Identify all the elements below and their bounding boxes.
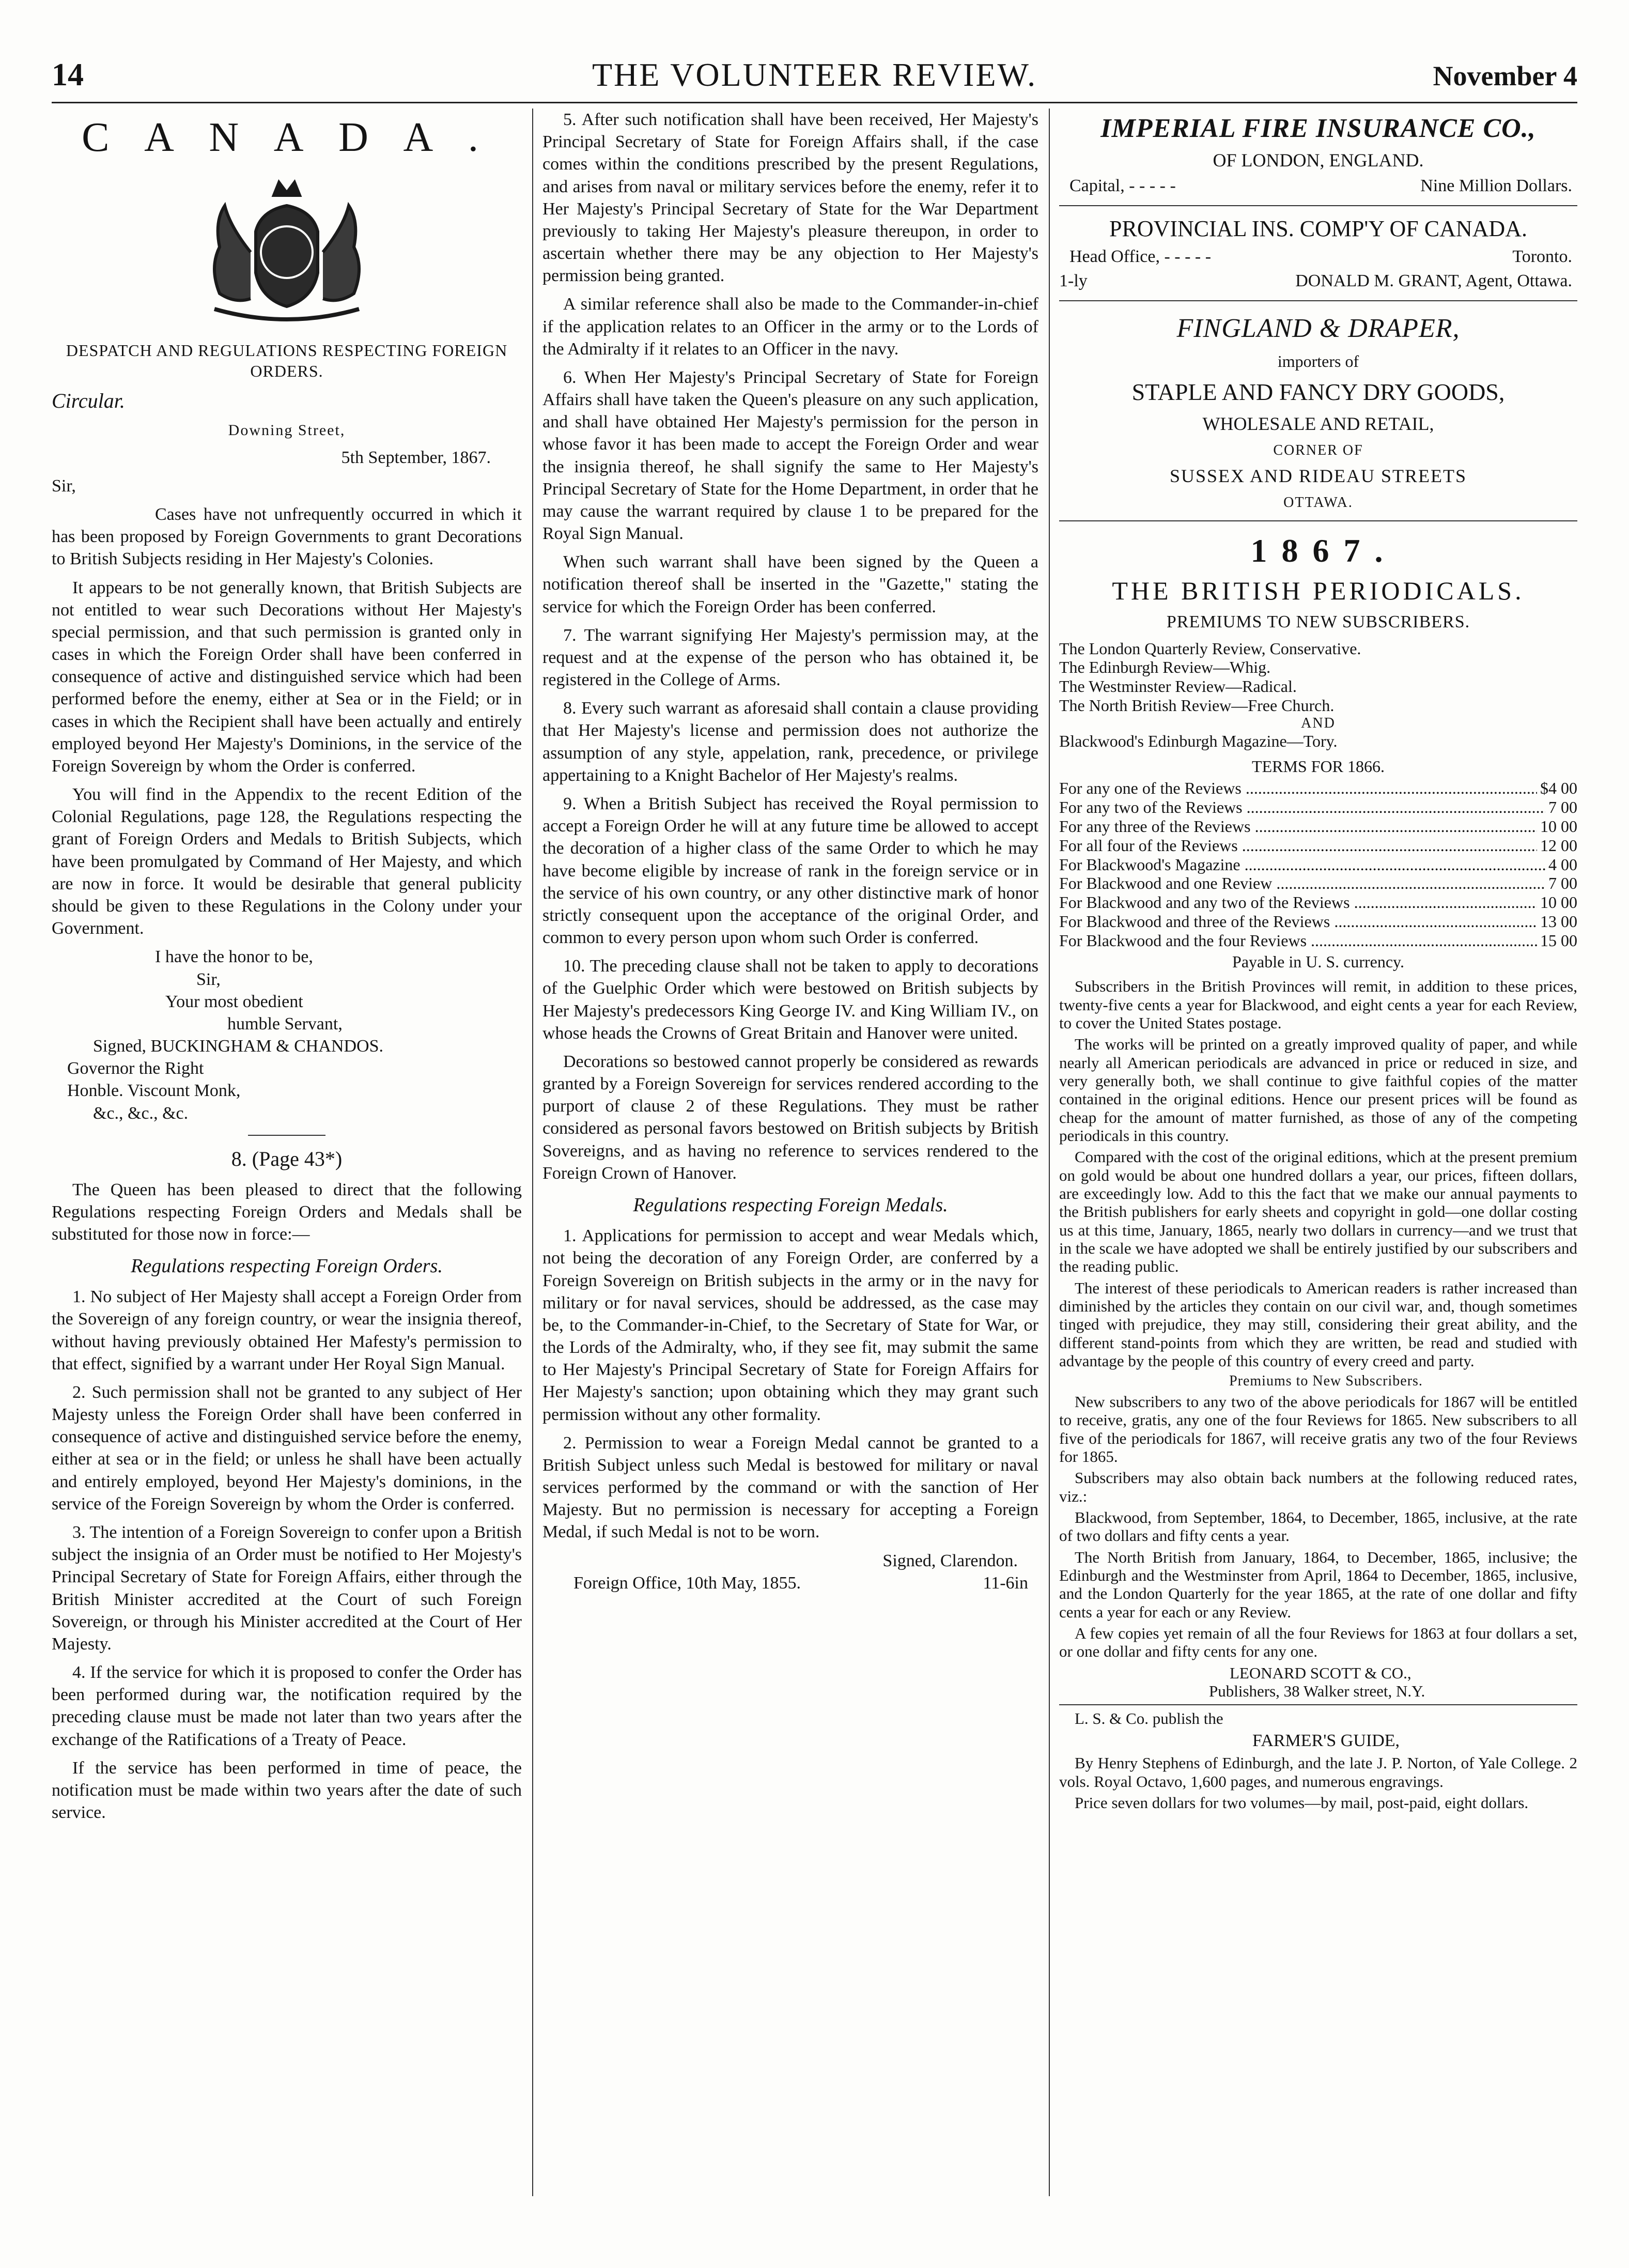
letter-signature: Signed, BUCKINGHAM & CHANDOS.	[93, 1037, 383, 1056]
review-item: The North British Review—Free Church.	[1059, 696, 1335, 715]
closing-4: humble Servant,	[227, 1014, 343, 1033]
farmers-guide-text: By Henry Stephens of Edinburgh, and the late J. P. Norton, of Yale College. 2 vols. Royal Octavo, 1,600 pages, and numerous engravings.	[1059, 1754, 1577, 1791]
separator-rule	[248, 1135, 325, 1136]
terms-price: 4 00	[1548, 855, 1577, 874]
terms-label: For all four of the Reviews .....	[1059, 836, 1537, 855]
circular-label: Circular.	[52, 389, 125, 412]
section-heading: 8. (Page 43*)	[231, 1147, 343, 1170]
column-3	[1059, 109, 1577, 2186]
terms-label: For Blackwood and any two of the Reviews .....	[1059, 893, 1537, 912]
recipient-2: Honble. Viscount Monk,	[67, 1081, 241, 1101]
terms-heading: TERMS FOR 1866.	[1252, 757, 1385, 776]
masthead-title: THE VOLUNTEER REVIEW.	[592, 56, 1037, 93]
blackwood-item: Blackwood's Edinburgh Magazine—Tory.	[1059, 732, 1338, 751]
terms-label: For Blackwood and one Review .....	[1059, 874, 1545, 893]
regulation-6-cont: When such warrant shall have been signed by the Queen a notification thereof shall be inserted in the "Gazette," stating the service for which the Foreign Order has been conferred.	[542, 552, 1038, 616]
terms-row	[1059, 855, 1577, 874]
letter-date: 5th September, 1867.	[341, 448, 491, 467]
terms-label: For any one of the Reviews .....	[1059, 779, 1537, 798]
periodicals-paragraph: A few copies yet remain of all the four Reviews for 1863 at four dollars a set, or one dollar and fifty cents for any one.	[1059, 1624, 1577, 1661]
regulation-6: 6. When Her Majesty's Principal Secretary of State for Foreign Affairs shall have taken the Queen's pleasure on any such application, and shall have obtained Her Majesty's permission for the person in whose favor it has been made to accept the Foreign Order and wear the insignia thereof, he shall signify the same to Her Majesty's Principal Secretary of State for the Home Department, in order that he may cause the warrant required by clause 1 to be prepared for the Royal Sign Manual.	[542, 367, 1038, 544]
regulation-8: 8. Every such warrant as aforesaid shall contain a clause providing that Her Majesty's license and permission does not authorize the assumption of any style, appelation, rank, precedence, or privilege appertaining to a Knight Bachelor of Her Majesty's realms.	[542, 699, 1038, 785]
article-title: DESPATCH AND REGULATIONS RESPECTING FOREIGN ORDERS.	[66, 341, 508, 381]
terms-price: 10 00	[1540, 893, 1577, 912]
terms-row	[1059, 874, 1577, 893]
terms-price: 7 00	[1548, 798, 1577, 817]
page-header	[52, 47, 1577, 103]
foreign-office-date: Foreign Office, 10th May, 1855.	[573, 1573, 801, 1593]
provincial-agent	[1059, 270, 1577, 292]
payable-note: Payable in U. S. currency.	[1232, 952, 1404, 971]
terms-list	[1059, 779, 1577, 950]
year-heading: 1 8 6 7 .	[1250, 532, 1386, 569]
periodicals-paragraph: Compared with the cost of the original editions, which at the present premium on gold would be about one hundred dollars a year, our prices, fifteen dollars, are exceedingly low. Add to this the fact that we make our annual payments to the British publishers for early sheets and copyright in gold—one dollar costing us at this time, January, 1865, nearly two dollars in currency—and we trust that in the scale we have adopted we shall be entirely justified by our subscribers and the reading public.	[1059, 1148, 1577, 1276]
agent-code: 1-ly	[1059, 271, 1088, 290]
publisher-name: LEONARD SCOTT & CO.,	[1230, 1663, 1411, 1682]
rule-2	[1059, 300, 1577, 301]
review-item: The Edinburgh Review—Whig.	[1059, 658, 1271, 677]
fingland-wholesale: WHOLESALE AND RETAIL,	[1202, 413, 1434, 435]
premiums-heading: PREMIUMS TO NEW SUBSCRIBERS.	[1166, 612, 1470, 631]
terms-label: For Blackwood and three of the Reviews .....	[1059, 912, 1537, 931]
terms-row	[1059, 912, 1577, 931]
regulations-intro: The Queen has been pleased to direct that the following Regulations respecting Foreign Orders and Medals shall be substituted for those now in force:—	[52, 1180, 522, 1244]
column-divider-1	[532, 109, 533, 2196]
regulation-10-cont: Decorations so bestowed cannot properly be considered as rewards granted by a Foreign Sovereign for services rendered according to the purport of clause 2 of these Regulations. They must be rather considered as personal favors bestowed on British subjects by British Sovereigns, and as having no reference to services rendered to the Foreign Crown of Hanover.	[542, 1052, 1038, 1183]
terms-price: 13 00	[1540, 912, 1577, 931]
rule-3	[1059, 520, 1577, 521]
foreign-office-line	[542, 1572, 1038, 1594]
terms-label: For any three of the Reviews .....	[1059, 817, 1537, 836]
terms-price: 12 00	[1540, 836, 1577, 855]
medal-regulation-2: 2. Permission to wear a Foreign Medal cannot be granted to a British Subject unless such Medal is bestowed for military or naval services performed by the command or with the sanction of Her Majesty. But no permission is necessary for accepting a Foreign Medal, if such Medal is not to be worn.	[542, 1433, 1038, 1542]
column-2	[542, 109, 1038, 2186]
publisher-address: Publishers, 38 Walker street, N.Y.	[1209, 1681, 1425, 1700]
premiums-subheading: Premiums to New Subscribers.	[1229, 1373, 1423, 1390]
terms-price: $4 00	[1540, 779, 1577, 798]
farmers-guide-price: Price seven dollars for two volumes—by mail, post-paid, eight dollars.	[1075, 1794, 1529, 1812]
canada-heading: C A N A D A .	[82, 115, 492, 160]
issue-date: November 4	[1433, 60, 1577, 91]
regulation-1: 1. No subject of Her Majesty shall accept a Foreign Order from the Sovereign of any foreign country, or wear the insignia thereof, without having previously obtained Her Mafesty's permission to that effect, signified by a warrant under Her Royal Sign Manual.	[52, 1287, 522, 1374]
terms-price: 15 00	[1540, 931, 1577, 950]
letter-paragraph-1: Cases have not unfrequently occurred in which it has been proposed by Foreign Governments to grant Decorations to British Subjects residing in Her Majesty's Colonies.	[52, 505, 522, 569]
terms-row	[1059, 817, 1577, 836]
fingland-corner: CORNER OF	[1273, 442, 1363, 458]
regulation-2: 2. Such permission shall not be granted to any subject of Her Majesty unless the Foreign Order shall have been conferred in consequence of active and distinguished service before the enemy, either at sea or in the field; or unless he shall have been actually and entirely employed, beyond Her Majesty's dominions, in the service of the Foreign Sovereign by whom the Order is conferred.	[52, 1382, 522, 1514]
imperial-capital	[1059, 175, 1577, 197]
periodicals-paragraph: The works will be printed on a greatly improved quality of paper, and while nearly all American periodicals are advanced in price or reduced in size, and very generally both, we shall continue to give faithful copies of the matter contained in the original editions. Hence our present prices will be found as cheap for the amount of matter furnished, as those of any of the competing periodicals in this country.	[1059, 1035, 1577, 1145]
review-item: The London Quarterly Review, Conservative.	[1059, 639, 1361, 658]
page-number: 14	[52, 57, 84, 92]
head-office-city: Toronto.	[1512, 246, 1572, 266]
periodicals-paragraph: Subscribers may also obtain back numbers at the following reduced rates, viz.:	[1059, 1469, 1577, 1505]
regulation-3: 3. The intention of a Foreign Sovereign to confer upon a British subject the insignia of an Order must be notified to Her Mojesty's Principal Secretary of State for Foreign Affairs, either through the British Minister accredited at the Court of such Foreign Sovereign, or through his Minister accredited at the Court of Her Majesty.	[52, 1523, 522, 1654]
address-line: Downing Street,	[228, 421, 346, 439]
terms-row	[1059, 836, 1577, 855]
insertion-code: 11-6in	[983, 1573, 1028, 1593]
fingland-draper-title: FINGLAND & DRAPER,	[1176, 314, 1460, 344]
periodicals-paragraph: The interest of these periodicals to American readers is rather increased than diminished by the articles they contain on our civil war, and, though sometimes tinged with prejudice, they may still, considering their great ability, and the different stand-points from which they are written, be read and studied with advantage by the people of this country of every creed and party.	[1059, 1278, 1577, 1370]
periodicals-paragraph: Subscribers in the British Provinces will remit, in addition to these prices, twenty-five cents a year for Blackwood, and eight cents a year for each Review, to cover the United States postage.	[1059, 977, 1577, 1032]
terms-label: For any two of the Reviews .....	[1059, 798, 1545, 817]
rule-4	[1059, 1704, 1577, 1705]
agent-name: DONALD M. GRANT, Agent, Ottawa.	[1295, 271, 1572, 290]
and-label: AND	[1301, 715, 1336, 731]
rule-1	[1059, 205, 1577, 206]
imperial-insurance-title: IMPERIAL FIRE INSURANCE CO.,	[1100, 114, 1536, 143]
royal-coat-of-arms-icon	[178, 175, 395, 330]
recipient-3: &c., &c., &c.	[93, 1103, 189, 1123]
subheading-foreign-medals: Regulations respecting Foreign Medals.	[633, 1194, 948, 1216]
fingland-streets: SUSSEX AND RIDEAU STREETS	[1169, 466, 1467, 487]
medal-signature: Signed, Clarendon.	[882, 1551, 1018, 1570]
letter-paragraph-2: It appears to be not generally known, that British Subjects are not entitled to wear such Decorations without Her Majesty's special permission, and that such permission is granted only in cases in which the Foreign Order shall have been conferred in consequence of active and distinguished service which had been performed before the enemy, either at Sea or in the Field; or in cases in which the Recipient shall have been actually and entirely employed beyond Her Majesty's Dominions, in the service of the Foreign Sovereign by whom the Order is conferred.	[52, 578, 522, 776]
periodicals-text	[1059, 977, 1577, 1700]
farmers-guide-title: FARMER'S GUIDE,	[1252, 1731, 1400, 1750]
periodicals-paragraph: Blackwood, from September, 1864, to December, 1865, inclusive, at the rate of two dollars and fifty cents a year.	[1059, 1508, 1577, 1545]
terms-label: For Blackwood and the four Reviews .....	[1059, 931, 1537, 950]
regulation-9: 9. When a British Subject has received the Royal permission to accept a Foreign Order he will at any future time be allowed to accept the decoration of a higher class of the same Order to which he may have become eligible by increase of rank in the foreign service or in the service of his own country, or any other distinctive mark of honor strictly consequent upon the acceptance of the original Order, and common to every person upon whom such Order is conferred.	[542, 794, 1038, 948]
imperial-location: OF LONDON, ENGLAND.	[1213, 150, 1424, 171]
subheading-foreign-orders: Regulations respecting Foreign Orders.	[131, 1255, 443, 1277]
recipient-1: Governor the Right	[67, 1059, 204, 1078]
terms-row	[1059, 893, 1577, 912]
closing-2: Sir,	[196, 969, 221, 989]
capital-value: Nine Million Dollars.	[1420, 176, 1572, 195]
salutation: Sir,	[52, 476, 76, 496]
medal-regulation-1: 1. Applications for permission to accept and wear Medals which, not being the decoration of any Foreign Order, are conferred by a Foreign Sovereign on British subjects in the army or in the navy for military or for naval services, should be addressed, as the case may be, to the Commander-in-Chief, to the Secretary of State for War, or the Lords of the Admiralty, who, if they see fit, may submit the same to Her Majesty's Principal Secretary of State for Foreign Affairs for Her Majesty's sanction; upon obtaining which they may grant such permission without any other formality.	[542, 1226, 1038, 1424]
regulation-10: 10. The preceding clause shall not be taken to apply to decorations of the Guelphic Order which were bestowed on British subjects by Her Majesty's predecessors King George IV. and King William IV., on whose heads the Crowns of Great Britain and Hanover were united.	[542, 956, 1038, 1043]
letter-paragraph-3: You will find in the Appendix to the recent Edition of the Colonial Regulations, page 128, the Regulations respecting the grant of Foreign Orders and Medals to British Subjects, which have been promulgated by Command of Her Majesty, and which are now in force. It would be desirable that general publicity should be given to these Regulations in the Colony under your Government.	[52, 785, 522, 938]
provincial-insurance-title: PROVINCIAL INS. COMP'Y OF CANADA.	[1109, 215, 1527, 241]
closing-3: Your most obedient	[165, 992, 303, 1011]
regulation-4-cont: If the service has been performed in time of peace, the notification must be made within two years after the date of such service.	[52, 1758, 522, 1823]
regulation-5: 5. After such notification shall have been received, Her Majesty's Principal Secretary of State for Foreign Affairs shall, if the case comes within the conditions prescribed by the present Regulations, and arises from naval or military services before the enemy, refer it to Her Majesty's Principal Secretary of State for the War Department previously to taking Her Majesty's pleasure thereupon, in order to ascertain whether there may be any objection to Her Majesty's permission being granted.	[542, 110, 1038, 286]
capital-label: Capital, - - - - -	[1069, 176, 1176, 195]
terms-price: 10 00	[1540, 817, 1577, 836]
review-item: The Westminster Review—Radical.	[1059, 677, 1297, 696]
terms-row	[1059, 798, 1577, 817]
terms-price: 7 00	[1548, 874, 1577, 893]
fingland-goods: STAPLE AND FANCY DRY GOODS,	[1131, 378, 1505, 405]
terms-label: For Blackwood's Magazine .....	[1059, 855, 1545, 874]
regulation-7: 7. The warrant signifying Her Majesty's permission may, at the request and at the expense of the person who has obtained it, be registered in the College of Arms.	[542, 625, 1038, 690]
reviews-list	[1059, 639, 1577, 751]
header-rule	[52, 102, 1577, 103]
fingland-city: OTTAWA.	[1283, 495, 1353, 511]
periodicals-paragraph: The North British from January, 1864, to December, 1865, inclusive; the Edinburgh and the Westminster from April, 1864 to December, 1865, inclusive, and the London Quarterly for the year 1865, at the rate of one dollar and fifty cents a year for each or any Review.	[1059, 1548, 1577, 1621]
closing-1: I have the honor to be,	[155, 947, 313, 967]
periodicals-paragraph: New subscribers to any two of the above periodicals for 1867 will be entitled to receive, gratis, any one of the four Reviews for 1865. New subscribers to all five of the periodicals for 1867, will receive gratis any two of the four Reviews for 1865.	[1059, 1393, 1577, 1466]
terms-row	[1059, 931, 1577, 950]
farmers-guide-ad	[1059, 1709, 1577, 1812]
column-1	[52, 109, 522, 2186]
regulation-5-cont: A similar reference shall also be made to the Commander-in-chief if the application relates to an Officer in the army or to the Lords of the Admiralty if it relates to an Officer in the navy.	[542, 295, 1038, 359]
british-periodicals-title: THE BRITISH PERIODICALS.	[1112, 576, 1525, 605]
regulation-4: 4. If the service for which it is proposed to confer the Order has been performed during war, the notification required by the preceding clause must be made not later than two years after the exchange of the Ratifications of a Treaty of Peace.	[52, 1663, 522, 1749]
terms-row	[1059, 779, 1577, 798]
provincial-head-office	[1059, 245, 1577, 268]
column-divider-2	[1049, 109, 1050, 2196]
head-office-label: Head Office, - - - - -	[1069, 246, 1212, 266]
ls-publish: L. S. & Co. publish the	[1075, 1709, 1223, 1728]
fingland-importers: importers of	[1277, 352, 1359, 371]
